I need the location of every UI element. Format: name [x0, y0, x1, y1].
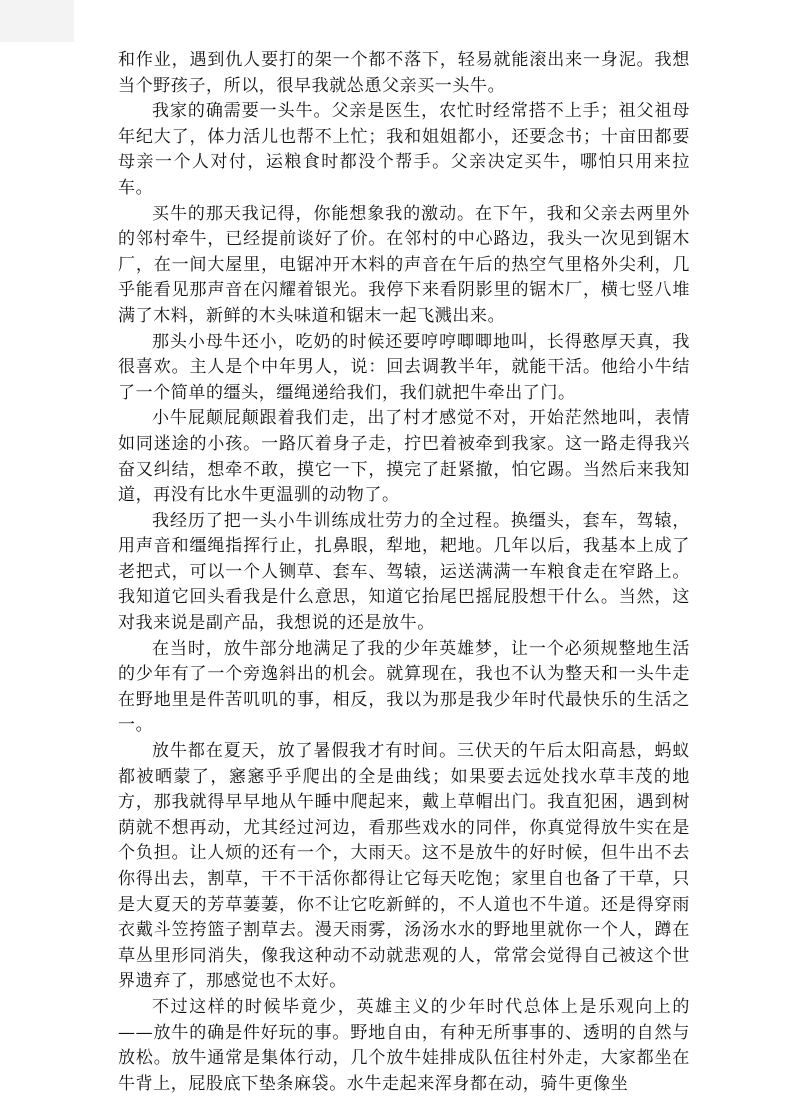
paragraph-7: 在当时，放牛部分地满足了我的少年英雄梦，让一个必须规整地生活的少年有了一个旁逸斜出的机会。就算现在，我也不认为整天和一头牛走在野地里是件苦叽叽的事，相反，我以为那是我少年时代最快乐的生活之一。	[118, 638, 690, 736]
paragraph-5: 小牛屁颠屁颠跟着我们走，出了村才感觉不对，开始茫然地叫，表情如同迷途的小孩。一路仄着身子走，拧巴着被牵到我家。这一路走得我兴奋又纠结，想牵不敢，摸它一下，摸完了赶紧撤，怕它踢。当然后来我知道，再没有比水牛更温驯的动物了。	[118, 408, 690, 506]
paragraph-3: 买牛的那天我记得，你能想象我的激动。在下午，我和父亲去两里外的邻村牵牛，已经提前谈好了价。在邻村的中心路边，我头一次见到锯木厂，在一间大屋里，电锯冲开木料的声音在午后的热空气里格外尖利，几乎能看见那声音在闪耀着银光。我停下来看阴影里的锯木厂，横七竖八堆满了木料，新鲜的木头味道和锯末一起飞溅出来。	[118, 203, 690, 326]
paragraph-9: 不过这样的时候毕竟少，英雄主义的少年时代总体上是乐观向上的——放牛的确是件好玩的事。野地自由，有种无所事事的、透明的自然与放松。放牛通常是集体行动，几个放牛娃排成队伍往村外走，大家都坐在牛背上，屁股底下垫条麻袋。水牛走起来浑身都在动，骑牛更像坐	[118, 996, 690, 1094]
page-corner-mark	[0, 0, 74, 42]
paragraph-2: 我家的确需要一头牛。父亲是医生，农忙时经常搭不上手；祖父祖母年纪大了，体力活儿也帮不上忙；我和姐姐都小，还要念书；十亩田都要母亲一个人对付，运粮食时都没个帮手。父亲决定买牛，哪怕只用来拉车。	[118, 101, 690, 198]
article-body	[118, 48, 690, 1097]
paragraph-8: 放牛都在夏天，放了暑假我才有时间。三伏天的午后太阳高悬，蚂蚁都被晒蒙了，窸窸乎乎爬出的全是曲线；如果要去远处找水草丰茂的地方，那我就得早早地从午睡中爬起来，戴上草帽出门。我直犯困，遇到树荫就不想再动，尤其经过河边，看那些戏水的同伴，你真觉得放牛实在是个负担。让人烦的还有一个，大雨天。这不是放牛的好时候，但牛出不去你得出去，割草，干不干活你都得让它每天吃饱；家里自也备了干草，只是大夏天的芳草萋萋，你不让它吃新鲜的，不人道也不牛道。还是得穿雨衣戴斗笠挎篮子割草去。漫天雨雾，汤汤水水的野地里就你一个人，蹲在草丛里形同消失，像我这种动不动就悲观的人，常常会觉得自己被这个世界遗弃了，那感觉也不太好。	[118, 741, 690, 992]
paragraph-1: 和作业，遇到仇人要打的架一个都不落下，轻易就能滚出来一身泥。我想当个野孩子，所以，很早我就怂恿父亲买一头牛。	[118, 50, 690, 96]
paragraph-4: 那头小母牛还小，吃奶的时候还要哼哼唧唧地叫，长得憨厚天真，我很喜欢。主人是个中年男人，说：回去调教半年，就能干活。他给小牛结了一个简单的缰头，缰绳递给我们，我们就把牛牵出了门。	[118, 331, 690, 403]
paragraph-6: 我经历了把一头小牛训练成壮劳力的全过程。换缰头，套车，驾辕，用声音和缰绳指挥行止，扎鼻眼，犁地，耙地。几年以后，我基本上成了老把式，可以一个人铡草、套车、驾辕，运送满满一车粮食走在窄路上。我知道它回头看我是什么意思，知道它抬尾巴摇屁股想干什么。当然，这对我来说是副产品，我想说的还是放牛。	[118, 510, 690, 634]
